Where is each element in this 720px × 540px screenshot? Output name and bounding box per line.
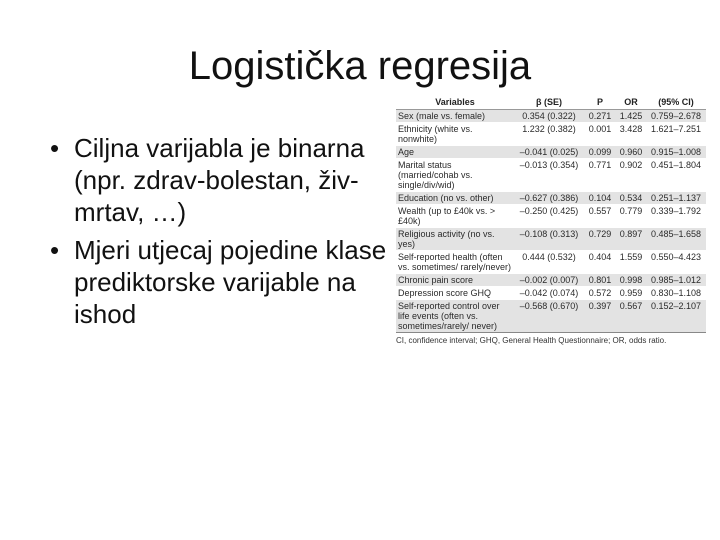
cell-or: 0.902 [616,159,646,192]
table-row [396,123,706,146]
cell-beta: –0.250 (0.425) [514,205,584,228]
header-variables: Variables [396,95,514,110]
table-row [396,192,706,205]
cell-ci: 0.985–1.012 [646,274,706,287]
header-beta: β (SE) [514,95,584,110]
table-header-row [396,95,706,110]
cell-p: 0.557 [584,205,616,228]
cell-ci: 0.451–1.804 [646,159,706,192]
cell-ci: 0.485–1.658 [646,228,706,251]
table-row [396,300,706,333]
cell-beta: –0.013 (0.354) [514,159,584,192]
cell-p: 0.729 [584,228,616,251]
table-body [396,110,706,333]
bullet-item [50,132,390,228]
cell-p: 0.271 [584,110,616,123]
cell-variable: Sex (male vs. female) [396,110,514,123]
cell-p: 0.099 [584,146,616,159]
cell-variable: Self-reported health (often vs. sometimes/ rarely/never) [396,251,514,274]
bullet-dot: • [50,235,60,265]
table-row [396,205,706,228]
cell-p: 0.771 [584,159,616,192]
cell-p: 0.572 [584,287,616,300]
cell-or: 0.534 [616,192,646,205]
cell-beta: –0.108 (0.313) [514,228,584,251]
cell-or: 0.998 [616,274,646,287]
table-row [396,110,706,123]
table-row [396,251,706,274]
table-row [396,287,706,300]
cell-p: 0.801 [584,274,616,287]
cell-or: 0.897 [616,228,646,251]
table-footnote: CI, confidence interval; GHQ, General Health Questionnaire; OR, odds ratio. [396,336,667,345]
cell-ci: 1.621–7.251 [646,123,706,146]
bullet-text: Ciljna varijabla je binarna (npr. zdrav-bolestan, živ-mrtav, …) [74,133,365,227]
cell-or: 0.779 [616,205,646,228]
cell-variable: Religious activity (no vs. yes) [396,228,514,251]
cell-ci: 0.251–1.137 [646,192,706,205]
cell-p: 0.404 [584,251,616,274]
cell-ci: 0.152–2.107 [646,300,706,333]
cell-ci: 0.339–1.792 [646,205,706,228]
cell-p: 0.397 [584,300,616,333]
cell-variable: Depression score GHQ [396,287,514,300]
cell-p: 0.104 [584,192,616,205]
table-row [396,274,706,287]
table-row [396,159,706,192]
cell-variable: Self-reported control over life events (often vs. sometimes/rarely/ never) [396,300,514,333]
cell-ci: 0.830–1.108 [646,287,706,300]
cell-variable: Ethnicity (white vs. nonwhite) [396,123,514,146]
cell-or: 0.960 [616,146,646,159]
cell-variable: Marital status (married/cohab vs. single/div/wid) [396,159,514,192]
cell-or: 3.428 [616,123,646,146]
cell-beta: –0.568 (0.670) [514,300,584,333]
cell-ci: 0.759–2.678 [646,110,706,123]
cell-variable: Age [396,146,514,159]
regression-table-image [396,95,706,345]
cell-ci: 0.915–1.008 [646,146,706,159]
cell-beta: 1.232 (0.382) [514,123,584,146]
cell-beta: –0.042 (0.074) [514,287,584,300]
bullet-dot: • [50,133,60,163]
cell-beta: 0.444 (0.532) [514,251,584,274]
cell-ci: 0.550–4.423 [646,251,706,274]
cell-variable: Education (no vs. other) [396,192,514,205]
header-ci: (95% CI) [646,95,706,110]
table-row [396,228,706,251]
bullet-item [50,234,390,330]
bullet-text: Mjeri utjecaj pojedine klase prediktorske varijable na ishod [74,235,387,329]
cell-or: 1.559 [616,251,646,274]
header-or: OR [616,95,646,110]
regression-table [396,95,706,333]
table-row [396,146,706,159]
cell-beta: –0.627 (0.386) [514,192,584,205]
cell-beta: 0.354 (0.322) [514,110,584,123]
cell-variable: Chronic pain score [396,274,514,287]
cell-or: 0.567 [616,300,646,333]
cell-or: 0.959 [616,287,646,300]
bullet-list [50,132,390,336]
header-p: P [584,95,616,110]
cell-beta: –0.041 (0.025) [514,146,584,159]
cell-beta: –0.002 (0.007) [514,274,584,287]
slide-title: Logistička regresija [188,44,532,88]
cell-or: 1.425 [616,110,646,123]
cell-variable: Wealth (up to £40k vs. > £40k) [396,205,514,228]
cell-p: 0.001 [584,123,616,146]
